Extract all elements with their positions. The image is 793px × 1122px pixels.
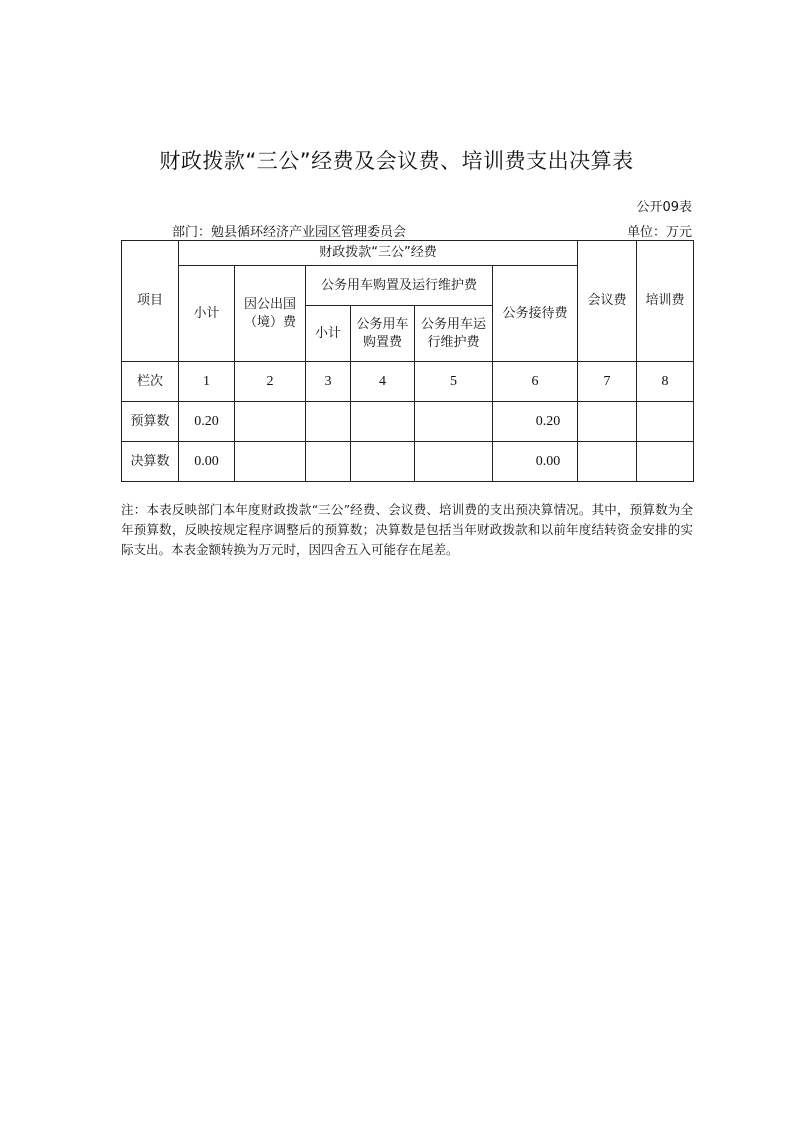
table-cell [578, 402, 637, 442]
header-sangong-group: 财政拨款“三公”经费 [179, 241, 578, 266]
table-cell [235, 442, 306, 482]
header-reception: 公务接待费 [493, 266, 578, 362]
header-abroad-line2: （境）费 [243, 314, 296, 330]
table-cell [415, 402, 493, 442]
column-number: 7 [578, 362, 637, 402]
table-row-index [122, 362, 694, 402]
table-cell [306, 402, 351, 442]
table-cell: 0.00 [179, 442, 235, 482]
header-meeting: 会议费 [578, 241, 637, 362]
table-cell: 0.20 [493, 402, 578, 442]
header-item: 项目 [122, 241, 179, 362]
column-number: 3 [306, 362, 351, 402]
table-cell [637, 402, 694, 442]
column-number: 5 [415, 362, 493, 402]
header-vehicle-run [415, 306, 493, 362]
table-cell [578, 442, 637, 482]
header-abroad [235, 266, 306, 362]
row-label: 决算数 [122, 442, 179, 482]
header-vehicle-run-line2: 行维护费 [427, 334, 480, 350]
table-row [122, 442, 694, 482]
table-cell [235, 402, 306, 442]
department-label: 部门：勉县循环经济产业园区管理委员会 [172, 225, 407, 240]
header-vehicle-buy [351, 306, 415, 362]
header-training: 培训费 [637, 241, 694, 362]
header-abroad-line1: 因公出国 [243, 296, 296, 312]
row-label: 预算数 [122, 402, 179, 442]
expenditure-table [121, 240, 694, 482]
header-vehicle-run-line1: 公务用车运 [420, 316, 486, 332]
footnote: 注：本表反映部门本年度财政拨款“三公”经费、会议费、培训费的支出预决算情况。其中，预算数为全年预算数，反映按规定程序调整后的预算数；决算数是包括当年财政拨款和以前年度结转资金安排的实际支出。本表金额转换为万元时，因四舍五入可能存在尾差。 [121, 502, 693, 557]
form-code: 公开09表 [636, 200, 692, 215]
table-cell [351, 442, 415, 482]
table-cell [637, 442, 694, 482]
header-vehicle-subtotal: 小计 [306, 306, 351, 362]
column-number: 6 [493, 362, 578, 402]
table-cell: 0.00 [493, 442, 578, 482]
table-cell [351, 402, 415, 442]
row-label: 栏次 [122, 362, 179, 402]
column-number: 1 [179, 362, 235, 402]
column-number: 2 [235, 362, 306, 402]
header-subtotal: 小计 [179, 266, 235, 362]
table-cell: 0.20 [179, 402, 235, 442]
header-vehicle-group: 公务用车购置及运行维护费 [306, 266, 493, 306]
page-title: 财政拨款“三公”经费及会议费、培训费支出决算表 [159, 149, 634, 173]
table-row [122, 402, 694, 442]
column-number: 4 [351, 362, 415, 402]
unit-label: 单位：万元 [626, 225, 692, 240]
table-cell [306, 442, 351, 482]
column-number: 8 [637, 362, 694, 402]
table-cell [415, 442, 493, 482]
header-vehicle-buy-line1: 公务用车 [356, 316, 409, 332]
header-vehicle-buy-line2: 购置费 [362, 334, 402, 350]
